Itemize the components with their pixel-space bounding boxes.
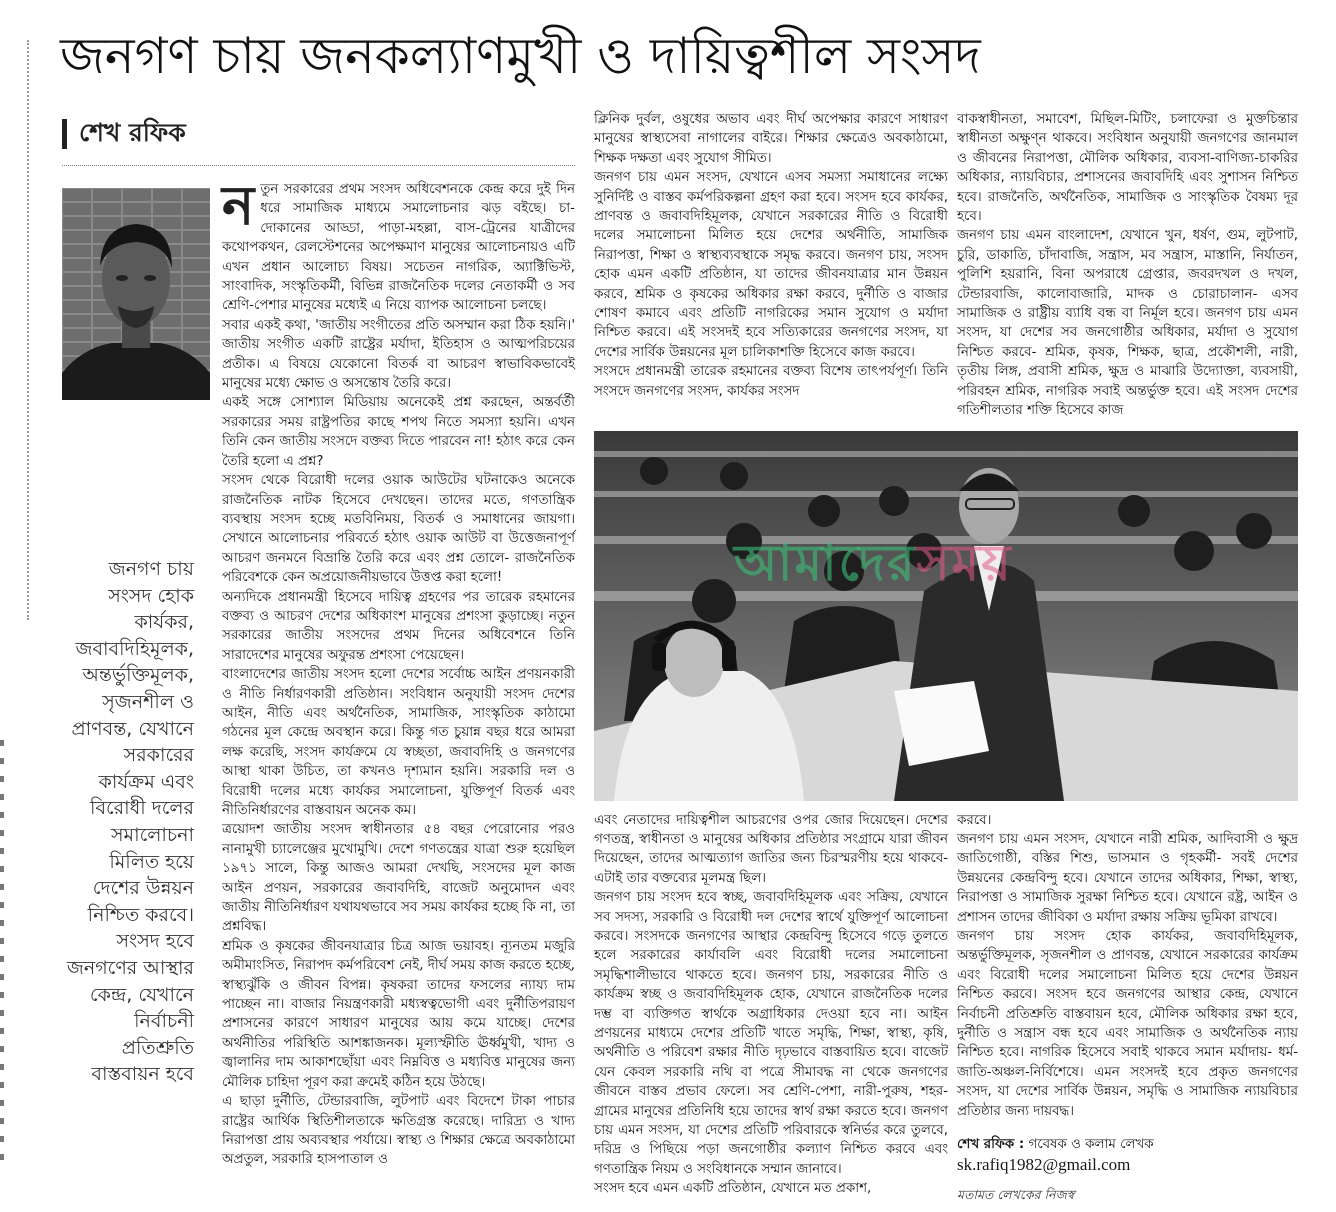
parliament-photo [594, 431, 1298, 801]
paragraph: বাকস্বাধীনতা, সমাবেশ, মিছিল-মিটিং, চলাফেরা ও মুক্তচিন্তার স্বাধীনতা অক্ষুণ্ন থাকবে। সংবিধান অনুযায়ী জনগণের জানমাল ও জীবনের নিরাপত্তা, মৌলিক অধিকার, ব্যবসা-বাণিজ্য-চাকরির অধিকার, ন্যায়বিচার, প্রশাসনের জবাবদিহি এবং সুশাসন নিশ্চিত হবে। রাজনৈতি, অর্থনৈতিক, সামাজিক ও সাংস্কৃতিক বৈষম্য দূর হবে। [957, 112, 1298, 225]
paragraph: ত্রয়োদশ জাতীয় সংসদ স্বাধীনতার ৫৪ বছর পেরোনোর পরও নানামুখী চ্যালেঞ্জের মুখোমুখি। দেশে গণতন্ত্রের যাত্রা শুরু হয়েছিল ১৯৭১ সালে, কিন্তু আজও আমরা দেখছি, সংসদের মূল কাজ আইন প্রণয়ন, সরকারের জবাবদিহি, বাজেট অনুমোদন এবং জাতীয় নীতিনির্ধারণ যথাযথভাবে সব সময় কার্যকর হচ্ছে কি না, তা প্রশ্নবিদ্ধ। [222, 822, 575, 935]
disclaimer: মতামত লেখকের নিজস্ব [957, 1187, 1075, 1202]
paragraph: সংসদ থেকে বিরোধী দলের ওয়াক আউটের ঘটনাকেও অনেকে রাজনৈতিক নাটক হিসেবে দেখছেন। তাদের মতে, গণতান্ত্রিক ব্যবস্থায় সংসদ হচ্ছে মতবিনিময়, বিতর্ক ও সমাধানের জায়গা। সেখানে আলোচনার পরিবর্তে হঠাৎ ওয়াক আউট বা উত্তেজনাপূর্ণ আচরণ জনমনে বিভ্রান্তি তৈরি করে এবং প্রশ্ন তোলে- রাজনৈতিক পরিবেশকে কেন অপ্রয়োজনীয়ভাবে উত্তপ্ত করা হলো! [222, 473, 575, 586]
author-photo [62, 188, 210, 400]
pull-quote [36, 556, 194, 1088]
author-name: শেখ রফিক [79, 117, 186, 147]
article-column-2-top [594, 110, 948, 421]
pull-quote-line: কার্যকর, [134, 611, 194, 634]
paragraph: জনগণ চায় সংসদ হবে স্বচ্ছ, জবাবদিহিমূলক এবং সক্রিয়, যেখানে সব সদস্য, সরকারি ও বিরোধী দল দেশের স্বার্থে যুক্তিপূর্ণ আলোচনা করবে। সংসদকে জনগণের আস্থার কেন্দ্রবিন্দু হিসেবে গড়ে তুলতে হলে সরকারের কার্যাবলি এবং বিরোধী দলের সমালোচনা সমৃদ্ধিশালীভাবে থাকতে হবে। জনগণ চায়, সরকারের নীতি ও কার্যক্রম স্বচ্ছ ও জবাবদিহিমূলক হোক, যেখানে রাজনৈতিক দলের দম্ভ বা ব্যক্তিগত স্বার্থকে অগ্রাধিকার দেওয়া হবে না। আইন প্রণয়নের মাধ্যমে দেশের প্রতিটি খাতে সমৃদ্ধি, শিক্ষা, স্বাস্থ্য, কৃষি, অর্থনীতি ও পরিবেশ রক্ষার নীতি দৃঢ়ভাবে বাস্তবায়িত হবে। বাজেট যেন কেবল সরকারি নথি বা পত্রে সীমাবদ্ধ না থেকে জনগণের জীবনে বাস্তব প্রভাব ফেলে। সব শ্রেণি-পেশা, নারী-পুরুষ, শহর-গ্রামের মানুষের প্রতিনিধি হয়ে তাদের স্বার্থ রক্ষা করতে হবে। জনগণ চায় এমন সংসদ, যা দেশের প্রতিটি পরিবারকে স্বনির্ভর করে তুলবে, দরিদ্র ও পিছিয়ে পড়া জনগোষ্ঠীর কল্যাণ নিশ্চিত করবে এবং গণতান্ত্রিক নিয়ম ও সংবিধানকে সম্মান জানাবে। [594, 890, 948, 1177]
paragraph: সবার একই কথা, 'জাতীয় সংগীতের প্রতি অসম্মান করা ঠিক হয়নি।' জাতীয় সংগীত একটি রাষ্ট্রের মর্যাদা, ইতিহাস ও আত্মপরিচয়ের প্রতীক। এ বিষয়ে যেকোনো বিতর্ক বা আচরণ স্বাভাবিকভাবেই মানুষের মধ্যে ক্ষোভ ও অসন্তোষ তৈরি করে। [222, 317, 575, 392]
paragraph: জনগণ চায় এমন বাংলাদেশ, যেখানে খুন, ধর্ষণ, গুম, লুটপাট, চুরি, ডাকাতি, চাঁদাবাজি, সন্ত্রাস, মব সন্ত্রাস, মাস্তানি, নির্যাতন, পুলিশি হয়রানি, বিনা অপরাধে গ্রেপ্তার, জবরদখল ও দখল, টেন্ডারবাজি, কালোবাজারি, মাদক ও চোরাচালান- এসব সামাজিক ও রাষ্ট্রীয় ব্যাধি বন্ধ বা নির্মূল হবে। জনগণ চায় এমন সংসদ, যা দেশের সব জনগোষ্ঠীর অধিকার, মর্যাদা ও সুযোগ নিশ্চিত করবে- শ্রমিক, কৃষক, শিক্ষক, ছাত্র, প্রকৌশলী, নারী, তৃতীয় লিঙ্গ, প্রবাসী শ্রমিক, ক্ষুদ্র ও মাঝারি উদ্যোক্তা, ব্যবসায়ী, পরিবহন শ্রমিক, নাগরিক সবাই অন্তর্ভুক্ত হবে। এই সংসদ দেশের গতিশীলতার শক্তি হিসেবে কাজ [957, 228, 1298, 419]
pull-quote-line: সরকারের [123, 744, 194, 767]
margin-dotted-line [27, 40, 29, 620]
watermark-part2: সময় [916, 533, 1013, 592]
paragraph: সংসদ হবে এমন একটি প্রতিষ্ঠান, যেখানে মত প্রকাশ, [594, 1181, 872, 1197]
paragraph [222, 174, 575, 316]
pull-quote-line: কার্যক্রম এবং [98, 770, 194, 793]
article-column-3-bottom [957, 811, 1298, 1122]
headline: জনগণ চায় জনকল্যাণমুখী ও দায়িত্বশীল সংসদ [60, 27, 981, 85]
pull-quote-line: জনগণের আস্থার [66, 956, 194, 979]
pull-quote-line: জবাবদিহিমূলক, [75, 637, 194, 660]
paragraph: একই সঙ্গে সোশ্যাল মিডিয়ায় অনেকেই প্রশ্ন করছেন, অন্তর্বর্তী সরকারের সময় রাষ্ট্রপতির কাছে শপথ নিতে সমস্যা হয়নি। এখন তিনি কেন জাতীয় সংসদে বক্তব্য দিতে পারবেন না! হঠাৎ করে কেন তৈরি হলো এ প্রশ্ন? [222, 395, 575, 469]
pull-quote-line: জনগণ চায় [108, 558, 194, 580]
paragraph: জনগণ চায় এমন সংসদ, যেখানে নারী শ্রমিক, আদিবাসী ও ক্ষুদ্র জাতিগোষ্ঠী, বস্তির শিশু, ভাসমান ও গৃহকর্মী- সবই দেশের উন্নয়নের কেন্দ্রবিন্দু হবে। যেখানে তাদের অধিকার, শিক্ষা, স্বাস্থ্য, নিরাপত্তা ও সামাজিক সুরক্ষা নিশ্চিত হবে। যেখানে রষ্ট্র, আইন ও প্রশাসন তাদের জীবিকা ও মর্যাদা রক্ষায় সক্রিয় ভূমিকা রাখবে। [957, 831, 1298, 925]
paragraph-text: তুন সরকারের প্রথম সংসদ অধিবেশনকে কেন্দ্র করে দুই দিন ধরে সামাজিক মাধ্যমে সমালোচনার ঝড় বইছে। চা-দোকানের আড্ডা, পাড়া-মহল্লা, বাস-ট্রেনের যাত্রীদের কথোপকথন, রেলস্টেশনের অপেক্ষমাণ মানুষের আলোচনায়ও এটি এখন প্রধান আলোচ্য বিষয়। সচেতন নাগরিক, অ্যাক্টিভিস্ট, সাংবাদিক, সংস্কৃতিকর্মী, বিভিন্ন রাজনৈতিক দলের নেতাকর্মী ও সব শ্রেণি-পেশার মানুষের মধ্যেই এ নিয়ে ব্যাপক আলোচনা চলছে। [222, 182, 575, 314]
pull-quote-line: অন্তর্ভুক্তিমূলক, [82, 664, 194, 687]
pull-quote-line: সংসদ হোক [108, 584, 194, 607]
pull-quote-line: বিরোধী দলের [90, 797, 194, 820]
pull-quote-line: মিলিত হয়ে [109, 850, 194, 873]
pull-quote-line: সমালোচনা [110, 823, 194, 846]
paragraph: শ্রমিক ও কৃষকের জীবনযাত্রার চিত্র আজ ভয়াবহ। ন্যূনতম মজুরি অমীমাংসিত, নিরাপদ কর্মপরিবেশ নেই, দীর্ঘ সময় কাজ করতে হচ্ছে, স্বাস্থ্যঝুঁকি ও জীবন বিপন্ন। কৃষকরা তাদের ফসলের ন্যায্য দাম পাচ্ছেন না। বাজার নিয়ন্ত্রণকারী মধ্যস্বত্বভোগী এবং দুর্নীতিপরায়ণ প্রশাসনের কারণে সাধারণ মানুষের আয় কমে যাচ্ছে। দেশের অর্থনীতির পরিস্থিতি আশঙ্কাজনক। মূল্যস্ফীতি ঊর্ধ্বমুখী, খাদ্য ও জ্বালানির দাম আকাশছোঁয়া এবং নিম্নবিত্ত ও মধ্যবিত্ত মানুষের জন্য মৌলিক চাহিদা পূরণ করা ক্রমেই কঠিন হয়ে উঠছে। [222, 938, 575, 1090]
pull-quote-line: কেন্দ্র, যেখানে [89, 983, 194, 1006]
byline [62, 116, 186, 152]
article-column-2-bottom [594, 811, 948, 1208]
pull-quote-line: সৃজনশীল ও [102, 690, 194, 713]
pull-quote-line: প্রাণবন্ত, যেখানে [71, 717, 194, 740]
paragraph: এ ছাড়া দুর্নীতি, টেন্ডারবাজি, লুটপাট এবং বিদেশে টাকা পাচার রাষ্ট্রের আর্থিক স্থিতিশীলতাকে ক্ষতিগ্রস্ত করেছে। দারিদ্র্য ও খাদ্য নিরাপত্তা প্রায় অব্যবস্থার পর্যায়ে। স্বাস্থ্য ও শিক্ষার ক্ষেত্রে অবকাঠামো অপ্রতুল, সরকারি হাসপাতাল ও [222, 1094, 575, 1168]
right-article-area [594, 110, 1298, 1207]
paragraph: ক্লিনিক দুর্বল, ওষুধের অভাব এবং দীর্ঘ অপেক্ষার কারণে সাধারণ মানুষের স্বাস্থ্যসেবা নাগালের বাইরে। শিক্ষার ক্ষেত্রেও অবকাঠামো, শিক্ষক দক্ষতা এবং সুযোগ সীমিত। [594, 112, 948, 166]
article-column-1 [222, 174, 575, 1170]
pull-quote-line: নিশ্চিত করবে। [87, 903, 194, 926]
author-email: sk.rafiq1982@gmail.com [957, 1155, 1131, 1174]
byline-bar [62, 119, 67, 149]
bio-name: শেখ রফিক : [957, 1137, 1025, 1152]
paragraph: জনগণ চায় সংসদ হোক কার্যকর, জবাবদিহিমূলক, অন্তর্ভুক্তিমূলক, সৃজনশীল ও প্রাণবন্ত, যেখানে সরকারের কার্যক্রম এবং বিরোধী দলের সমালোচনা মিলিত হয়ে দেশের উন্নয়ন নিশ্চিত করবে। সংসদ হবে জনগণের আস্থার কেন্দ্র, যেখানে নির্বাচনী প্রতিশ্রুতি বাস্তবায়ন হবে, মৌলিক অধিকার রক্ষা হবে, দুর্নীতি ও সন্ত্রাস বন্ধ হবে এবং সামাজিক ও অর্থনৈতিক ন্যায় নিশ্চিত হবে। নাগরিক হিসেবে সবাই থাকবে সমান মর্যাদায়- ধর্ম-জাতি-অঞ্চল-নির্বিশেষে। এমন সংসদই হবে প্রকৃত জনগণের সংসদ, যা দেশের সার্বিক উন্নয়ন, সমৃদ্ধি ও সামাজিক ন্যায়বিচার প্রতিষ্ঠার জন্য দায়বদ্ধ। [957, 928, 1298, 1119]
paragraph: জনগণ চায় এমন সংসদ, যেখানে এসব সমস্যা সমাধানের লক্ষ্যে সুনির্দিষ্ট ও বাস্তব কর্মপরিকল্পনা গ্রহণ করা হবে। সংসদ হবে কার্যকর, প্রাণবন্ত ও জবাবদিহিমূলক, যেখানে সরকারের নীতি ও বিরোধী দলের সমালোচনা মিলিত হয়ে দেশের অর্থনীতি, সামাজিক নিরাপত্তা, শিক্ষা ও স্বাস্থ্যব্যবস্থাকে সমৃদ্ধ করবে। জনগণ চায়, সংসদ হোক এমন একটি প্রতিষ্ঠান, যা তাদের জীবনযাত্রার মান উন্নয়ন করবে, শ্রমিক ও কৃষকের অধিকার রক্ষা করবে, দুর্নীতি ও বাজার শোষণ কমাবে এবং প্রতিটি নাগরিকের সমান সুযোগ ও মর্যাদা নিশ্চিত করবে। এই সংসদই হবে সত্যিকারের জনগণের সংসদ, যা দেশের সার্বিক উন্নয়নের মূল চালিকাশক্তি হিসেবে কাজ করবে। [594, 170, 948, 360]
newspaper-watermark-logo [734, 526, 1013, 609]
drop-cap: ন [222, 174, 255, 237]
article-column-3-bottom-wrap [957, 811, 1298, 1208]
margin-ticks [0, 740, 4, 1160]
paragraph: এবং নেতাদের দায়িত্বশীল আচরণের ওপর জোর দিয়েছেন। দেশের গণতন্ত্র, স্বাধীনতা ও মানুষের অধিকার প্রতিষ্ঠার সংগ্রামে যারা জীবন দিয়েছেন, তাদের আত্মত্যাগ জাতির জন্য চিরস্মরণীয় হয়ে থাকবে- এটাই তার বক্তব্যের মূলমন্ত্র ছিল। [594, 812, 948, 886]
pull-quote-line: নির্বাচনী [134, 1010, 194, 1033]
watermark-part1: আমাদের [734, 533, 917, 592]
divider [62, 165, 575, 166]
paragraph: করবে। [957, 812, 992, 828]
paragraph: সংসদে প্রধানমন্ত্রী তারেক রহমানের বক্তব্য বিশেষ তাৎপর্যপূর্ণ। তিনি সংসদে জনগণের সংসদ, কার্যকর সংসদ [594, 364, 948, 399]
author-bio [957, 1135, 1298, 1154]
pull-quote-line: বাস্তবায়ন হবে [91, 1063, 194, 1086]
paragraph: অন্যদিকে প্রধানমন্ত্রী হিসেবে দায়িত্ব গ্রহণের পর তারেক রহমানের বক্তব্য ও আচরণ দেশের অধিকাংশ মানুষের প্রশংসা কুড়াচ্ছে। নতুন সরকারের জাতীয় সংসদের প্রথম দিনের অধিবেশনে তিনি সারাদেশের মানুষের অফুরন্ত প্রশংসা পেয়েছেন। [222, 589, 575, 663]
pull-quote-line: প্রতিশ্রুতি [121, 1036, 194, 1059]
paragraph: বাংলাদেশের জাতীয় সংসদ হলো দেশের সর্বোচ্চ আইন প্রণয়নকারী ও নীতি নির্ধারণকারী প্রতিষ্ঠান। সংবিধান অনুযায়ী সংসদ দেশের আইন, নীতি এবং অর্থনৈতিক, সামাজিক, সাংস্কৃতিক কাঠামো গঠনের মূল কেন্দ্রে অবস্থান করে। কিন্তু গত চুয়ান্ন বছর ধরে আমরা লক্ষ করেছি, সংসদ কার্যক্রমে যে স্বচ্ছতা, জবাবদিহি ও জনগণের আস্থা থাকা উচিত, তা কখনও দৃশ্যমান হয়নি। সরকারি দল ও বিরোধী দলের মধ্যে কার্যকর সমালোচনা, যুক্তিপূর্ণ বিতর্ক এবং নীতিনির্ধারণের বাস্তবায়ন অনেক কম। [222, 667, 575, 818]
pull-quote-line: দেশের উন্নয়ন [92, 877, 194, 900]
bio-role: গবেষক ও কলাম লেখক [1024, 1137, 1154, 1152]
article-column-3-top [957, 110, 1298, 421]
pull-quote-line: সংসদ হবে [116, 930, 194, 953]
